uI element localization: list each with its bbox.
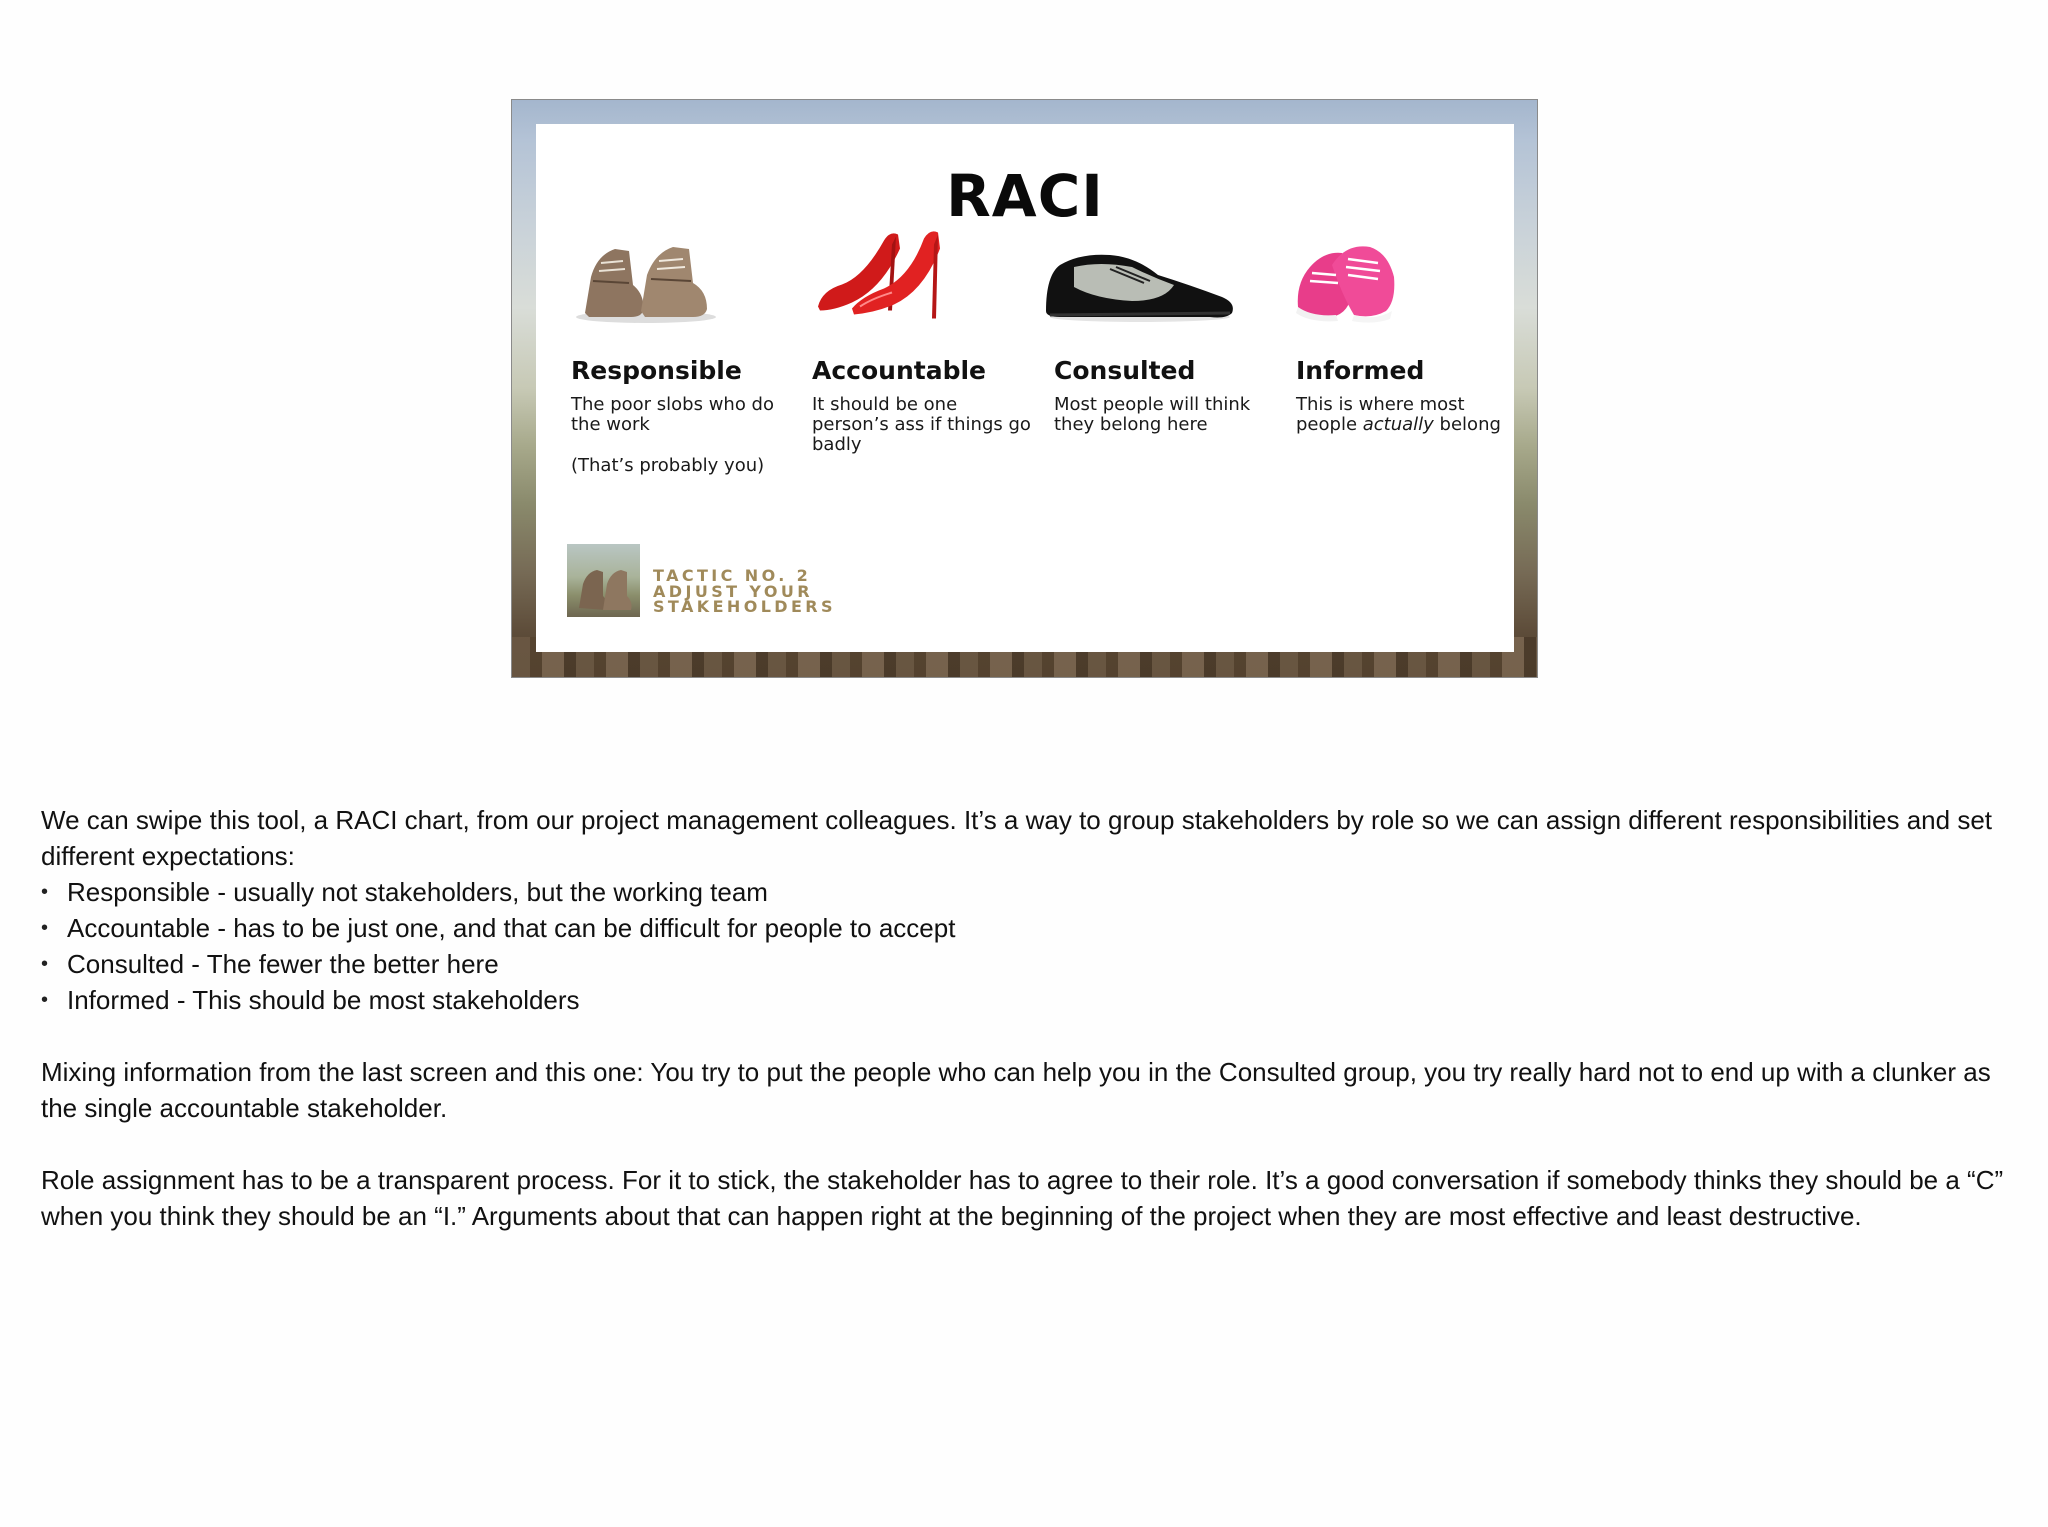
role-description-text: The poor slobs who do the work — [571, 394, 774, 435]
oxford-shoe-icon — [1040, 225, 1240, 325]
notes-paragraph-2: Mixing information from the last screen and this one: You try to put the people who can help you in the Consulted group, you try really hard not to end up with a clunker as the single accountable stakeholder. — [41, 1057, 1991, 1123]
list-item-text: Responsible - usually not stakeholders, but the working team — [67, 877, 768, 907]
list-item — [41, 910, 2021, 946]
role-name: Consulted — [1054, 356, 1196, 385]
pink-sneakers-icon — [1292, 225, 1402, 325]
role-name: Accountable — [812, 356, 986, 385]
role-description — [1296, 395, 1518, 456]
list-item-text: Accountable - has to be just one, and that can be difficult for people to accept — [67, 913, 956, 943]
bullet-icon: • — [41, 881, 49, 903]
bullet-icon: • — [41, 989, 49, 1011]
list-item — [41, 982, 2021, 1018]
role-description — [571, 395, 793, 497]
speaker-notes — [41, 802, 2021, 1234]
list-item — [41, 874, 2021, 910]
tactic-label — [653, 568, 836, 615]
role-name: Informed — [1296, 356, 1425, 385]
list-item-text: Informed - This should be most stakeholders — [67, 985, 580, 1015]
desc-suffix: belong — [1433, 414, 1501, 435]
notes-paragraph-3: Role assignment has to be a transparent process. For it to stick, the stakeholder has to agree to their role. It’s a good conversation if somebody thinks they should be a “C” when you think they should be an “I.” Arguments about that can happen right at the beginning of the project when they are most effective and least destructive. — [41, 1165, 2004, 1231]
list-item — [41, 946, 2021, 982]
notes-bullet-list — [41, 874, 2021, 1018]
role-name: Responsible — [571, 356, 742, 385]
tactic-thumbnail-image — [567, 544, 640, 617]
role-description-text — [1296, 395, 1518, 435]
bullet-icon: • — [41, 917, 49, 939]
slide-content — [536, 124, 1514, 652]
tactic-title-line1: ADJUST YOUR — [653, 581, 813, 601]
spacer — [41, 1126, 2021, 1162]
boots-thumbnail-icon — [567, 544, 640, 617]
list-item-text: Consulted - The fewer the better here — [67, 949, 499, 979]
tactic-title-line2: STAKEHOLDERS — [653, 597, 836, 616]
role-description-text: Most people will think they belong here — [1054, 394, 1251, 435]
role-description — [1054, 395, 1276, 456]
slide-title: RACI — [946, 162, 1104, 230]
desc-prefix: This is where most people — [1296, 394, 1465, 435]
tactic-number: TACTIC NO. 2 — [653, 566, 812, 585]
notes-intro: We can swipe this tool, a RACI chart, from our project management colleagues. It’s a way to group stakeholders by role so we can assign different responsibilities and set different expectations: — [41, 805, 1993, 871]
role-description-text: It should be one person’s ass if things go badly — [812, 394, 1031, 455]
bullet-icon: • — [41, 953, 49, 975]
red-heels-icon — [812, 212, 962, 325]
desc-emphasis: actually — [1362, 414, 1434, 435]
work-boots-icon — [571, 225, 721, 325]
slide-thumbnail[interactable] — [511, 99, 1538, 678]
role-description — [812, 395, 1034, 476]
spacer — [41, 1018, 2021, 1054]
role-note: (That’s probably you) — [571, 455, 765, 476]
